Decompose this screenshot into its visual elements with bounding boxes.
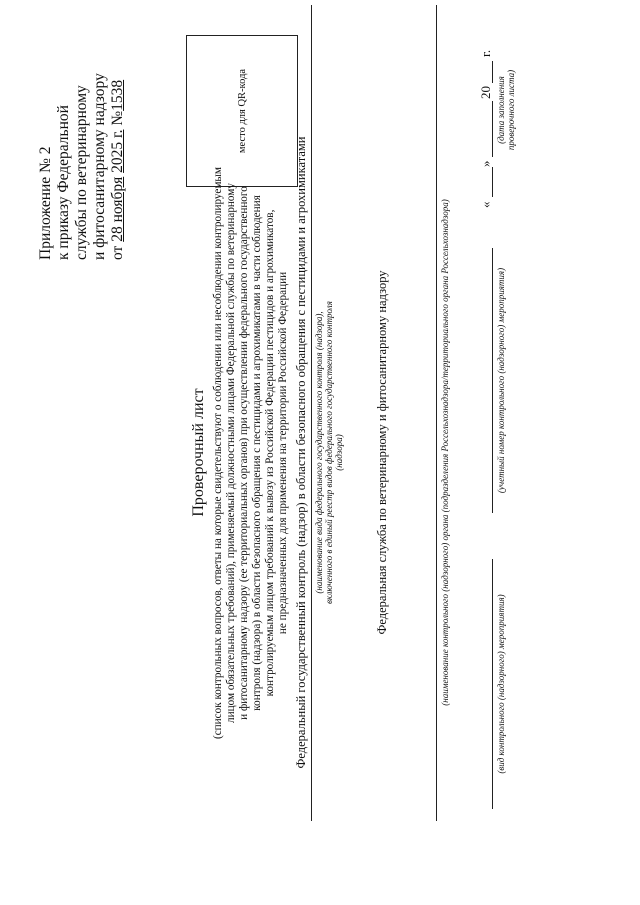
order-date-line [110, 10, 126, 260]
agency-underline [436, 5, 437, 821]
service-line-1: службы по ветеринарному [73, 85, 90, 260]
order-year: 2025 г. [109, 129, 126, 173]
control-type-caption-2: включенного в единый реестр видов федерального государственного контроля [324, 301, 334, 604]
event-type-line [492, 559, 493, 809]
fill-year-line [492, 61, 493, 83]
service-line-2: и фитосанитарному надзору [91, 73, 108, 260]
event-type-caption: (вид контрольного (надзорного) мероприятия) [496, 594, 506, 774]
order-date-prefix: от [109, 245, 126, 260]
order-date: 28 ноября [109, 176, 126, 242]
annex-number: Приложение № 2 [37, 146, 54, 260]
order-number-sign: № [109, 110, 126, 126]
control-type-caption-3: (надзора) [334, 434, 344, 471]
date-open-quote: « [478, 201, 493, 208]
control-type-caption-1: (наименование вида федерального государственного контроля (надзора), [314, 311, 324, 594]
fill-date-caption-1: (дата заполнения [496, 76, 506, 144]
description-line: лицом обязательных требований), применяемый должностными лицами Федеральной службы по ветеринарному [225, 183, 237, 723]
fill-month-line [492, 101, 493, 157]
qr-code-placeholder-text: место для QR-кода [236, 68, 248, 154]
fill-date [478, 202, 494, 209]
description-line: (список контрольных вопросов, ответы на которые свидетельствуют о соблюдении или несоблюдении контролируемым [212, 166, 224, 740]
date-year-suffix: г. [478, 49, 493, 57]
fill-date-caption-2: проверочного листа) [506, 69, 516, 151]
description-line: контроля (надзора) в области безопасного обращения с пестицидами и агрохимикатами в части соблюдения [251, 195, 263, 711]
fill-day-line [492, 167, 493, 197]
agency-caption: (наименование контрольного (надзорного) органа (подразделения Россельхознадзора/территориального органа Россельхознадзора) [440, 199, 450, 706]
order-number: 1538 [109, 79, 126, 111]
description-line: не предназначенных для применения на территории Российской Федерации [277, 271, 289, 635]
document-title: Проверочный лист [190, 388, 207, 517]
document-description [212, 93, 290, 813]
order-reference-line: к приказу Федеральной [55, 105, 72, 260]
description-line: и фитосанитарному надзору (ее территориальных органов) при осуществлении федерального государственного [238, 186, 250, 720]
agency-value: Федеральная служба по ветеринарному и фитосанитарному надзору [375, 270, 389, 635]
description-line: контролируемым лицом требований к вывозу из Российской Федерации пестицидов и агрохимикатов, [264, 209, 276, 697]
control-type-underline [311, 5, 312, 821]
control-type-value: Федеральный государственный контроль (надзор) в области безопасного обращения с пестицидами и агрохимикатами [294, 136, 308, 769]
event-number-line [492, 248, 493, 513]
event-number-caption: (учетный номер контрольного (надзорного) мероприятия) [496, 267, 506, 494]
date-close-quote: » [478, 160, 493, 167]
date-year-prefix: 20 [478, 86, 493, 99]
